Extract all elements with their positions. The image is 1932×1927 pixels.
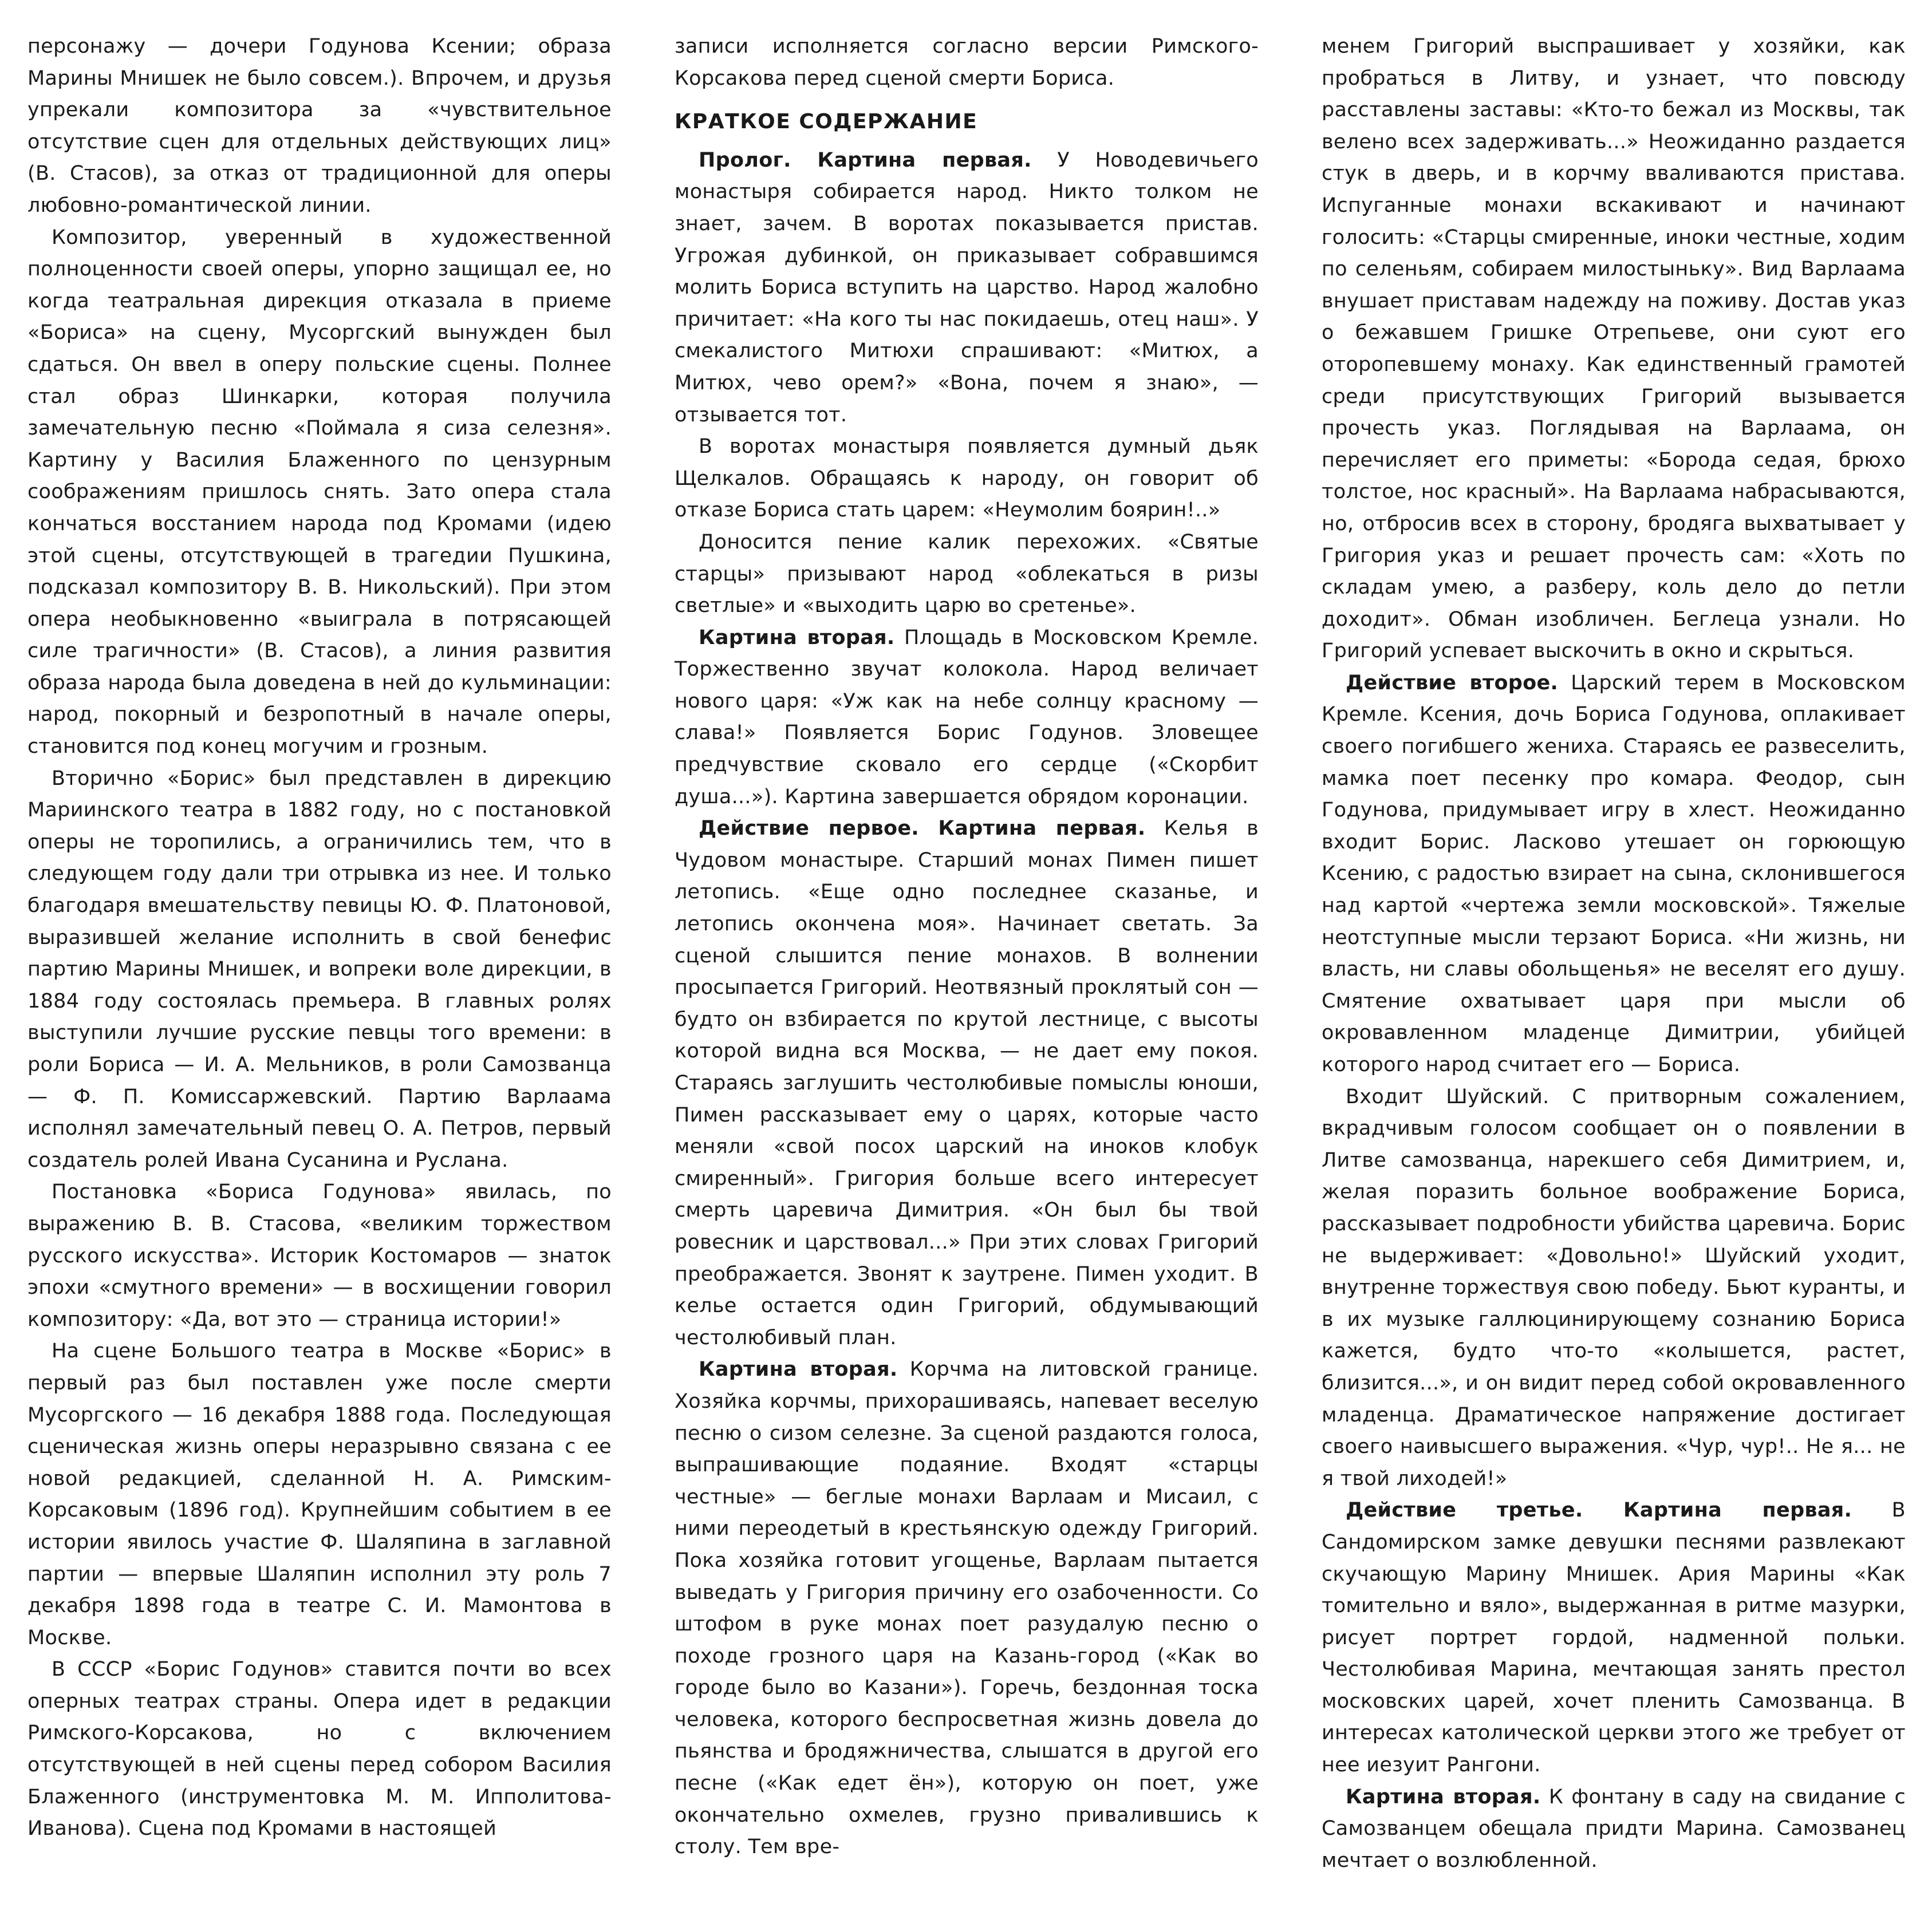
paragraph: записи исполняется согласно версии Римского-Корсакова перед сценой смерти Бориса. (675, 35, 1259, 90)
paragraph-text: В Сандомирском замке девушки песнями развлекают скучающую Марину Мнишек. Ария Марины «Как томительно и вяло», выдержанная в ритме мазурки, рисует портрет гордой, надменной польки. Честолюбивая Марина, мечтающая занять престол московских царей, хочет пленить Самозванца. В интересах католической церкви этого же требует от нее иезуит Рангони. (1322, 1499, 1906, 1777)
paragraph (1322, 1782, 1906, 1877)
paragraph-text: Келья в Чудовом монастыре. Старший монах Пимен пишет летопись. «Еще одно последнее сказанье, и летопись окончена моя». Начинает светать. За сценой слышится пение монахов. В волнении просыпается Григорий. Неотвязный проклятый сон — будто он взбирается по крутой лестнице, с высоты которой видна вся Москва, — не дает ему покоя. Стараясь заглушить честолюбивые помыслы юноши, Пимен рассказывает ему о царях, которые часто меняли «свой посох царский на иноков клобук смиренный». Григория больше всего интересует смерть царевича Димитрия. «Он был бы твой ровесник и царствовал...» При этих словах Григорий преображается. Звонят к заутрене. Пимен уходит. В келье остается один Григорий, обдумывающий честолюбивый план. (675, 817, 1259, 1349)
text-column-2 (675, 31, 1259, 1914)
paragraph: Постановка «Бориса Годунова» явилась, по выражению В. В. Стасова, «великим торжеством русского искусства». Историк Костомаров — знаток эпохи «смутного времени» — в восхищении говорил композитору: «Да, вот это — страница истории!» (27, 1180, 612, 1331)
section-heading: КРАТКОЕ СОДЕРЖАНИЕ (675, 110, 978, 134)
paragraph: Композитор, уверенный в художественной полноценности своей оперы, упорно защищал ее, но когда театральная дирекция отказала в приеме «Бориса» на сцену, Мусоргский вынужден был сдаться. Он ввел в оперу польские сцены. Полнее стал образ Шинкарки, которая получила замечательную песню «Поймала я сиза селезня». Картину у Василия Блаженного по цензурным соображениям пришлось снять. Зато опера стала кончаться восстанием народа под Кромами (идею этой сцены, отсутствующей в трагедии Пушкина, подсказал композитору В. В. Никольский). При этом опера необыкновенно «выиграла в потрясающей силе трагичности» (В. Стасов), а линия развития образа народа была доведена в ней до кульминации: народ, покорный и безропотный в начале оперы, становится под конец могучим и грозным. (27, 226, 612, 759)
scene-title: Действие второе. (1346, 671, 1559, 694)
scene-title: Пролог. Картина первая. (699, 148, 1032, 172)
book-page (27, 31, 1905, 1914)
paragraph (1322, 668, 1906, 1081)
paragraph-text: Корчма на литовской границе. Хозяйка корчмы, прихорашиваясь, напевает веселую песню о сизом селезне. За сценой раздаются голоса, выпрашивающие подаяние. Входят «старцы честные» — беглые монахи Варлаам и Мисаил, с ними переодетый в крестьянскую одежду Григорий. Пока хозяйка готовит угощенье, Варлаам пытается выведать у Григория причину его озабоченности. Со штофом в руке монах поет разудалую песню о походе грозного царя на Казань-город («Как во городе было во Казани»). Горечь, бездонная тоска человека, которого беспросветная жизнь довела до пьянства и бродяжничества, слышатся в другой его песне («Как едет ён»), которую он поет, уже окончательно охмелев, грузно привалившись к столу. Тем вре- (675, 1358, 1259, 1859)
paragraph-text: К фонтану в саду на свидание с Самозванцем обещала придти Марина. Самозванец мечтает о возлюбленной. (1322, 1785, 1906, 1872)
paragraph: В воротах монастыря появляется думный дьяк Щелкалов. Обращаясь к народу, он говорит об отказе Бориса стать царем: «Неумолим боярин!..» (675, 435, 1259, 522)
paragraph: Доносится пение калик перехожих. «Святые старцы» призывают народ «облекаться в ризы светлые» и «выходить царю во сретенье». (675, 530, 1259, 618)
paragraph: Входит Шуйский. С притворным сожалением, вкрадчивым голосом сообщает он о появлении в Литве самозванца, нарекшего себя Димитрием, и, желая поразить больное воображение Бориса, рассказывает подробности убийства царевича. Борис не выдерживает: «Довольно!» Шуйский уходит, внутренне торжествуя свою победу. Бьют куранты, и в их музыке галлюцинирующему сознанию Бориса кажется, будто что-то «колышется, растет, близится...», и он видит перед собой окровавленного младенца. Драматическое напряжение достигает своего наивысшего выражения. «Чур, чур!.. Не я... не я твой лиходей!» (1322, 1085, 1906, 1490)
paragraph (675, 622, 1259, 814)
paragraph: менем Григорий выспрашивает у хозяйки, как пробраться в Литву, и узнает, что повсюду расставлены заставы: «Кто-то бежал из Москвы, так велено всех задерживать...» Неожиданно раздается стук в дверь, и в корчму вваливаются пристава. Испуганные монахи вскакивают и начинают голосить: «Старцы смиренные, иноки честные, ходим по селеньям, собираем милостыньку». Вид Варлаама внушает приставам надежду на поживу. Достав указ о бежавшем Гришке Отрепьеве, они суют его оторопевшему монаху. Как единственный грамотей среди присутствующих Григорий вызывается прочесть указ. Поглядывая на Варлаама, он перечисляет его приметы: «Борода седая, брюхо толстое, нос красный». На Варлаама набрасываются, но, отбросив всех в сторону, бродяга выхватывает у Григория указ и решает прочесть сам: «Хоть по складам умею, а разберу, коль дело до петли доходит». Обман изобличен. Беглеца узнали. Но Григорий успевает выскочить в окно и скрыться. (1322, 35, 1906, 663)
paragraph (675, 145, 1259, 431)
paragraph: персонажу — дочери Годунова Ксении; образа Марины Мнишек не было совсем.). Впрочем, и друзья упрекали композитора за «чувствительное отсутствие сцен для отдельных действующих лиц» (В. Стасов), за отказ от традиционной для оперы любовно-романтической линии. (27, 35, 612, 217)
scene-title: Картина вторая. (699, 1358, 898, 1381)
paragraph-text: Площадь в Московском Кремле. Торжественно звучат колокола. Народ величает нового царя: «Уж как на небе солнцу красному — слава!» Появляется Борис Годунов. Зловещее предчувствие сковало его сердце («Скорбит душа...»). Картина завершается обрядом коронации. (675, 626, 1259, 808)
paragraph: В СССР «Борис Годунов» ставится почти во всех оперных театрах страны. Опера идет в редакции Римского-Корсакова, но с включением отсутствующей в ней сцены перед собором Василия Блаженного (инструментовка М. М. Ипполитова-Иванова). Сцена под Кромами в настоящей (27, 1658, 612, 1841)
text-column-3 (1322, 31, 1906, 1914)
paragraph: Вторично «Борис» был представлен в дирекцию Мариинского театра в 1882 году, но с постановкой оперы не торопились, а ограничились тем, что в следующем году дали три отрывка из нее. И только благодаря вмешательству певицы Ю. Ф. Платоновой, выразившей желание исполнить в свой бенефис партию Марины Мнишек, и вопреки воле дирекции, в 1884 году состоялась премьера. В главных ролях выступили лучшие русские певцы того времени: в роли Бориса — И. А. Мельников, в роли Самозванца — Ф. П. Комиссаржевский. Партию Варлаама исполнял замечательный певец О. А. Петров, первый создатель ролей Ивана Сусанина и Руслана. (27, 767, 612, 1172)
paragraph-text: У Новодевичьего монастыря собирается народ. Никто толком не знает, зачем. В воротах показывается пристав. Угрожая дубинкой, он приказывает собравшимся молить Бориса вступить на царство. Народ жалобно причитает: «На кого ты нас покидаешь, отец наш». У смекалистого Митюхи спрашивают: «Митюх, а Митюх, чево орем?» «Вона, почем я знаю», — отзывается тот. (675, 148, 1259, 427)
text-column-1 (27, 31, 612, 1914)
paragraph (675, 813, 1259, 1354)
paragraph: На сцене Большого театра в Москве «Борис» в первый раз был поставлен уже после смерти Мусоргского — 16 декабря 1888 года. Последующая сценическая жизнь оперы неразрывно связана с ее новой редакцией, сделанной Н. А. Римским-Корсаковым (1896 год). Крупнейшим событием в ее истории явилось участие Ф. Шаляпина в заглавной партии — впервые Шаляпин исполнил эту роль 7 декабря 1898 года в театре С. И. Мамонтова в Москве. (27, 1340, 612, 1649)
paragraph (1322, 1495, 1906, 1781)
scene-title: Картина вторая. (699, 626, 895, 649)
scene-title: Картина вторая. (1346, 1785, 1541, 1808)
paragraph-text: Царский терем в Московском Кремле. Ксения, дочь Бориса Годунова, оплакивает своего погибшего жениха. Стараясь ее развеселить, мамка поет песенку про комара. Феодор, сын Годунова, придумывает игру в хлест. Неожиданно входит Борис. Ласково утешает он горюющую Ксению, с радостью взирает на сына, склонившегося над картой «чертежа земли московской». Тяжелые неотступные мысли терзают Бориса. «Ни жизнь, ни власть, ни славы обольщенья» не веселят его душу. Смятение охватывает царя при мысли об окровавленном младенце Димитрии, убийцей которого народ считает его — Бориса. (1322, 671, 1906, 1076)
paragraph (675, 1354, 1259, 1863)
scene-title: Действие первое. Картина первая. (699, 817, 1146, 840)
scene-title: Действие третье. Картина первая. (1346, 1499, 1852, 1522)
